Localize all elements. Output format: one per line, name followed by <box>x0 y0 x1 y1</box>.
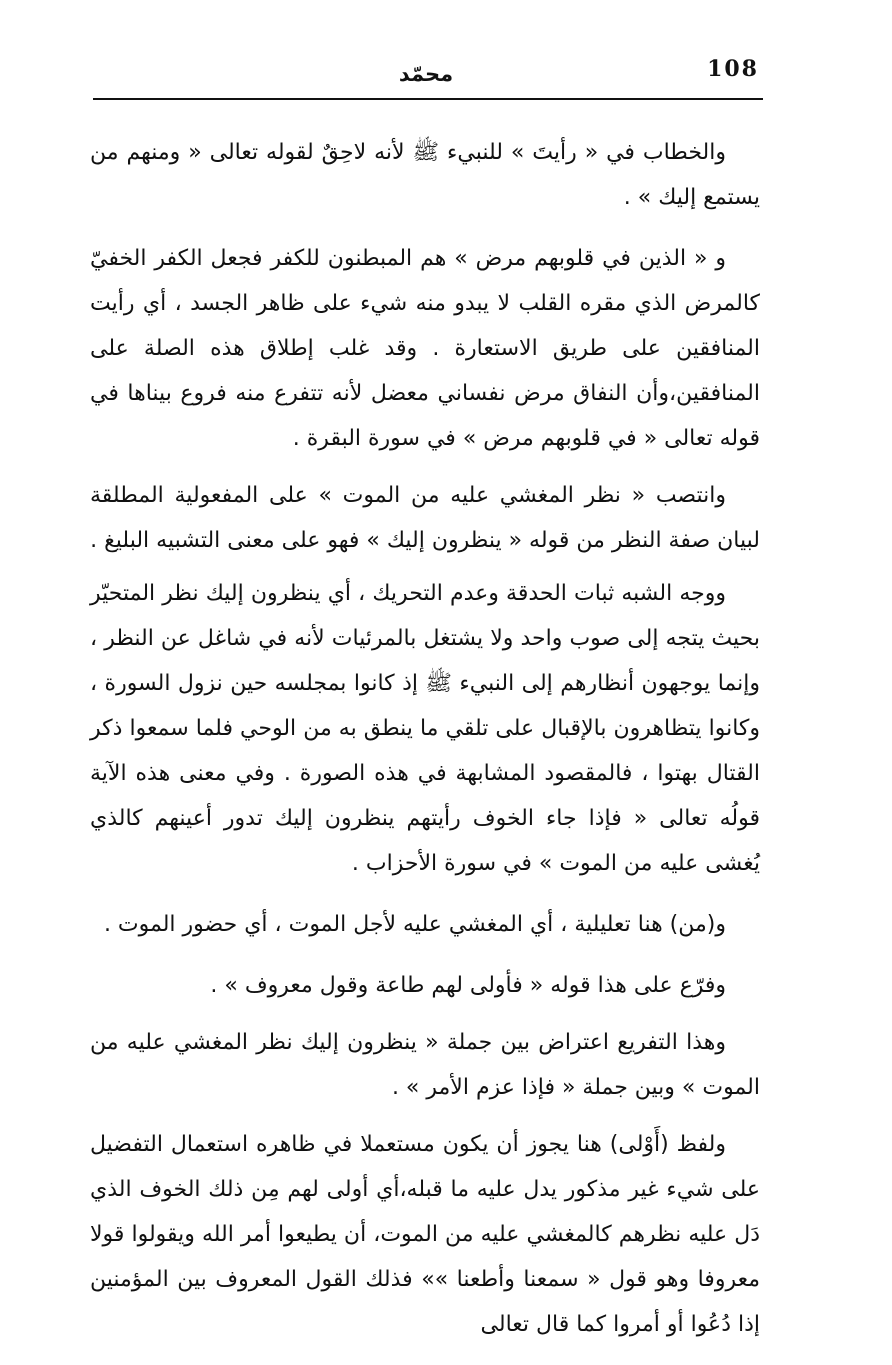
header-rule <box>93 98 763 100</box>
paragraph: و « الذين في قلوبهم مرض » هم المبطنون للكفر فجعل الكفر الخفيّ كالمرض الذي مقره القلب لا يبدو منه شيء على ظاهر الجسد ، أي رأيت المنافقين على طريق الاستعارة . وقد غلب إطلاق هذه الصلة على المنافقين،وأن النفاق مرض نفساني معضل لأنه تتفرع منه فروع بيناها في قوله تعالى « في قلوبهم مرض » في سورة البقرة . <box>90 246 760 451</box>
paragraph: ولفظ (أَوْلى) هنا يجوز أن يكون مستعملا في ظاهره استعمال التفضيل على شيء غير مذكور يدل عليه ما قبله،أي أولى لهم مِن ذلك الخوف الذي دَل عليه نظرهم كالمغشي عليه من الموت، أن يطيعوا أمر الله ويقولوا قولا معروفا وهو قول « سمعنا وأطعنا »» فذلك القول المعروف بين المؤمنين إذا دُعُوا أو أمروا كما قال تعالى <box>90 1132 760 1337</box>
page-number: 108 <box>707 56 759 82</box>
body-text <box>90 130 760 1347</box>
paragraph: وانتصب « نظر المغشي عليه من الموت » على المفعولية المطلقة لبيان صفة النظر من قوله « ينظرون إليك » فهو على معنى التشبيه البليغ . <box>90 483 760 553</box>
paragraph: ووجه الشبه ثبات الحدقة وعدم التحريك ، أي ينظرون إليك نظر المتحيّر بحيث يتجه إلى صوب واحد ولا يشتغل بالمرئيات لأنه في شاغل عن النظر ، وإنما يوجهون أنظارهم إلى النبيء ﷺ إذ كانوا بمجلسه حين نزول السورة ، وكانوا يتظاهرون بالإقبال على تلقي ما ينطق به من الوحي فلما سمعوا ذكر القتال بهتوا ، فالمقصود المشابهة في هذه الصورة . وفي معنى هذه الآية قولُه تعالى « فإذا جاء الخوف رأيتهم ينظرون إليك تدور أعينهم كالذي يُغشى عليه من الموت » في سورة الأحزاب . <box>90 581 760 876</box>
page-header <box>93 52 759 100</box>
paragraph: وهذا التفريع اعتراض بين جملة « ينظرون إليك نظر المغشي عليه من الموت » وبين جملة « فإذا عزم الأمر » . <box>90 1030 760 1100</box>
paragraph: وفرّع على هذا قوله « فأولى لهم طاعة وقول معروف » . <box>210 973 726 998</box>
paragraph: والخطاب في « رأيتَ » للنبيء ﷺ لأنه لاحِقٌ لقوله تعالى « ومنهم من يستمع إليك » . <box>90 140 760 210</box>
paragraph: و(من) هنا تعليلية ، أي المغشي عليه لأجل الموت ، أي حضور الموت . <box>103 912 726 937</box>
running-title: محمّد <box>398 62 454 86</box>
